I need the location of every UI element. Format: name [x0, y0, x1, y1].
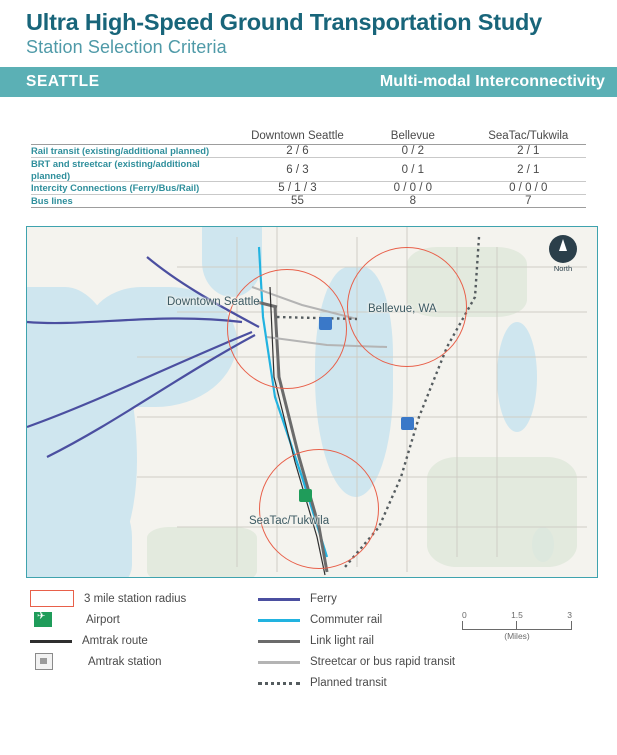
cell-intercity-seatac: 0 / 0 / 0	[509, 182, 548, 195]
legend-item-station-radius	[30, 588, 260, 609]
planned-transit-line-icon	[258, 675, 300, 691]
legend-column-lines	[258, 588, 458, 693]
commuter-rail-line-icon	[258, 612, 300, 628]
row-label-rail-transit: Rail transit (existing/additional planned)	[31, 144, 210, 156]
criteria-table	[31, 129, 586, 208]
legend-item-airport	[30, 609, 260, 630]
station-radius-seatac-tukwila	[259, 449, 379, 569]
link-light-rail-line-icon	[258, 633, 300, 649]
scale-tick-2: 3	[567, 610, 572, 621]
legend-label-link-light-rail: Link light rail	[310, 634, 374, 647]
table-row	[31, 144, 586, 157]
cell-brt-bellevue: 0 / 1	[401, 163, 425, 176]
legend-label-station-radius: 3 mile station radius	[84, 592, 187, 605]
legend-item-ferry	[258, 588, 458, 609]
page-title: Ultra High-Speed Ground Transportation Study	[26, 9, 543, 35]
cell-bus-downtown: 55	[291, 195, 304, 208]
cell-brt-downtown: 6 / 3	[286, 163, 309, 176]
legend-label-airport: Airport	[86, 613, 120, 626]
streetcar-brt-line-icon	[258, 654, 300, 670]
cell-rail-transit-seatac: 2 / 1	[517, 144, 540, 157]
legend-item-planned-transit	[258, 672, 458, 693]
legend-label-streetcar-brt: Streetcar or bus rapid transit	[310, 655, 456, 668]
page-subtitle: Station Selection Criteria	[26, 37, 227, 58]
table-row	[31, 157, 586, 182]
legend-item-commuter-rail	[258, 609, 458, 630]
row-label-bus-lines: Bus lines	[31, 195, 73, 207]
compass-rose	[543, 235, 583, 273]
map-legend	[30, 588, 599, 703]
cell-intercity-downtown: 5 / 1 / 3	[278, 182, 317, 195]
legend-item-link-light-rail	[258, 630, 458, 651]
table-row	[31, 182, 586, 195]
cell-rail-transit-bellevue: 0 / 2	[401, 144, 425, 157]
legend-item-amtrak-route	[30, 630, 260, 651]
north-arrow-icon	[549, 235, 577, 263]
legend-item-streetcar-brt	[258, 651, 458, 672]
band-city-label: SEATTLE	[26, 73, 100, 91]
transit-marker-tukwila	[401, 417, 414, 430]
ferry-line-icon	[258, 591, 300, 607]
amtrak-station-icon	[35, 653, 53, 670]
cell-bus-seatac: 7	[525, 195, 532, 208]
scale-tick-0: 0	[462, 610, 467, 621]
airport-icon	[34, 612, 52, 627]
cell-bus-bellevue: 8	[409, 195, 417, 208]
regional-map	[26, 226, 598, 578]
scale-unit-label: (Miles)	[504, 631, 530, 642]
legend-column-symbols	[30, 588, 260, 672]
amtrak-route-icon	[30, 633, 72, 649]
page-header	[0, 0, 617, 97]
map-scale-bar	[462, 610, 572, 641]
col-header-downtown-seattle: Downtown Seattle	[251, 130, 344, 143]
scale-tick-labels	[462, 610, 572, 620]
transit-marker-downtown	[319, 317, 332, 330]
cell-rail-transit-downtown: 2 / 6	[286, 144, 309, 157]
legend-item-amtrak-station	[30, 651, 260, 672]
row-label-brt-streetcar: BRT and streetcar (existing/additional planned)	[31, 157, 200, 181]
criteria-table-wrap	[31, 129, 591, 208]
cell-intercity-bellevue: 0 / 0 / 0	[393, 182, 433, 195]
table-row	[31, 195, 586, 208]
scale-bar-line	[462, 621, 572, 630]
col-header-seatac-tukwila: SeaTac/Tukwila	[488, 130, 569, 143]
band-topic-label: Multi-modal Interconnectivity	[379, 73, 605, 91]
airport-marker-seatac	[299, 489, 312, 502]
section-band	[0, 67, 617, 97]
table-header-row	[31, 129, 586, 144]
legend-label-amtrak-route: Amtrak route	[82, 634, 148, 647]
map-label-bellevue: Bellevue, WA	[368, 303, 437, 316]
map-label-seatac-tukwila: SeaTac/Tukwila	[249, 515, 330, 528]
legend-label-commuter-rail: Commuter rail	[310, 613, 383, 626]
col-header-bellevue: Bellevue	[390, 130, 435, 143]
map-label-downtown-seattle: Downtown Seattle	[167, 296, 260, 309]
cell-brt-seatac: 2 / 1	[517, 163, 540, 176]
row-label-intercity: Intercity Connections (Ferry/Bus/Rail)	[31, 182, 200, 194]
legend-label-amtrak-station: Amtrak station	[88, 655, 162, 668]
station-radius-icon	[30, 590, 74, 607]
legend-label-ferry: Ferry	[310, 592, 337, 605]
scale-tick-1: 1.5	[511, 610, 523, 621]
legend-label-planned-transit: Planned transit	[310, 676, 387, 689]
scale-bar-midtick	[463, 621, 517, 629]
col-header-blank	[31, 129, 240, 144]
compass-label: North	[553, 264, 573, 274]
